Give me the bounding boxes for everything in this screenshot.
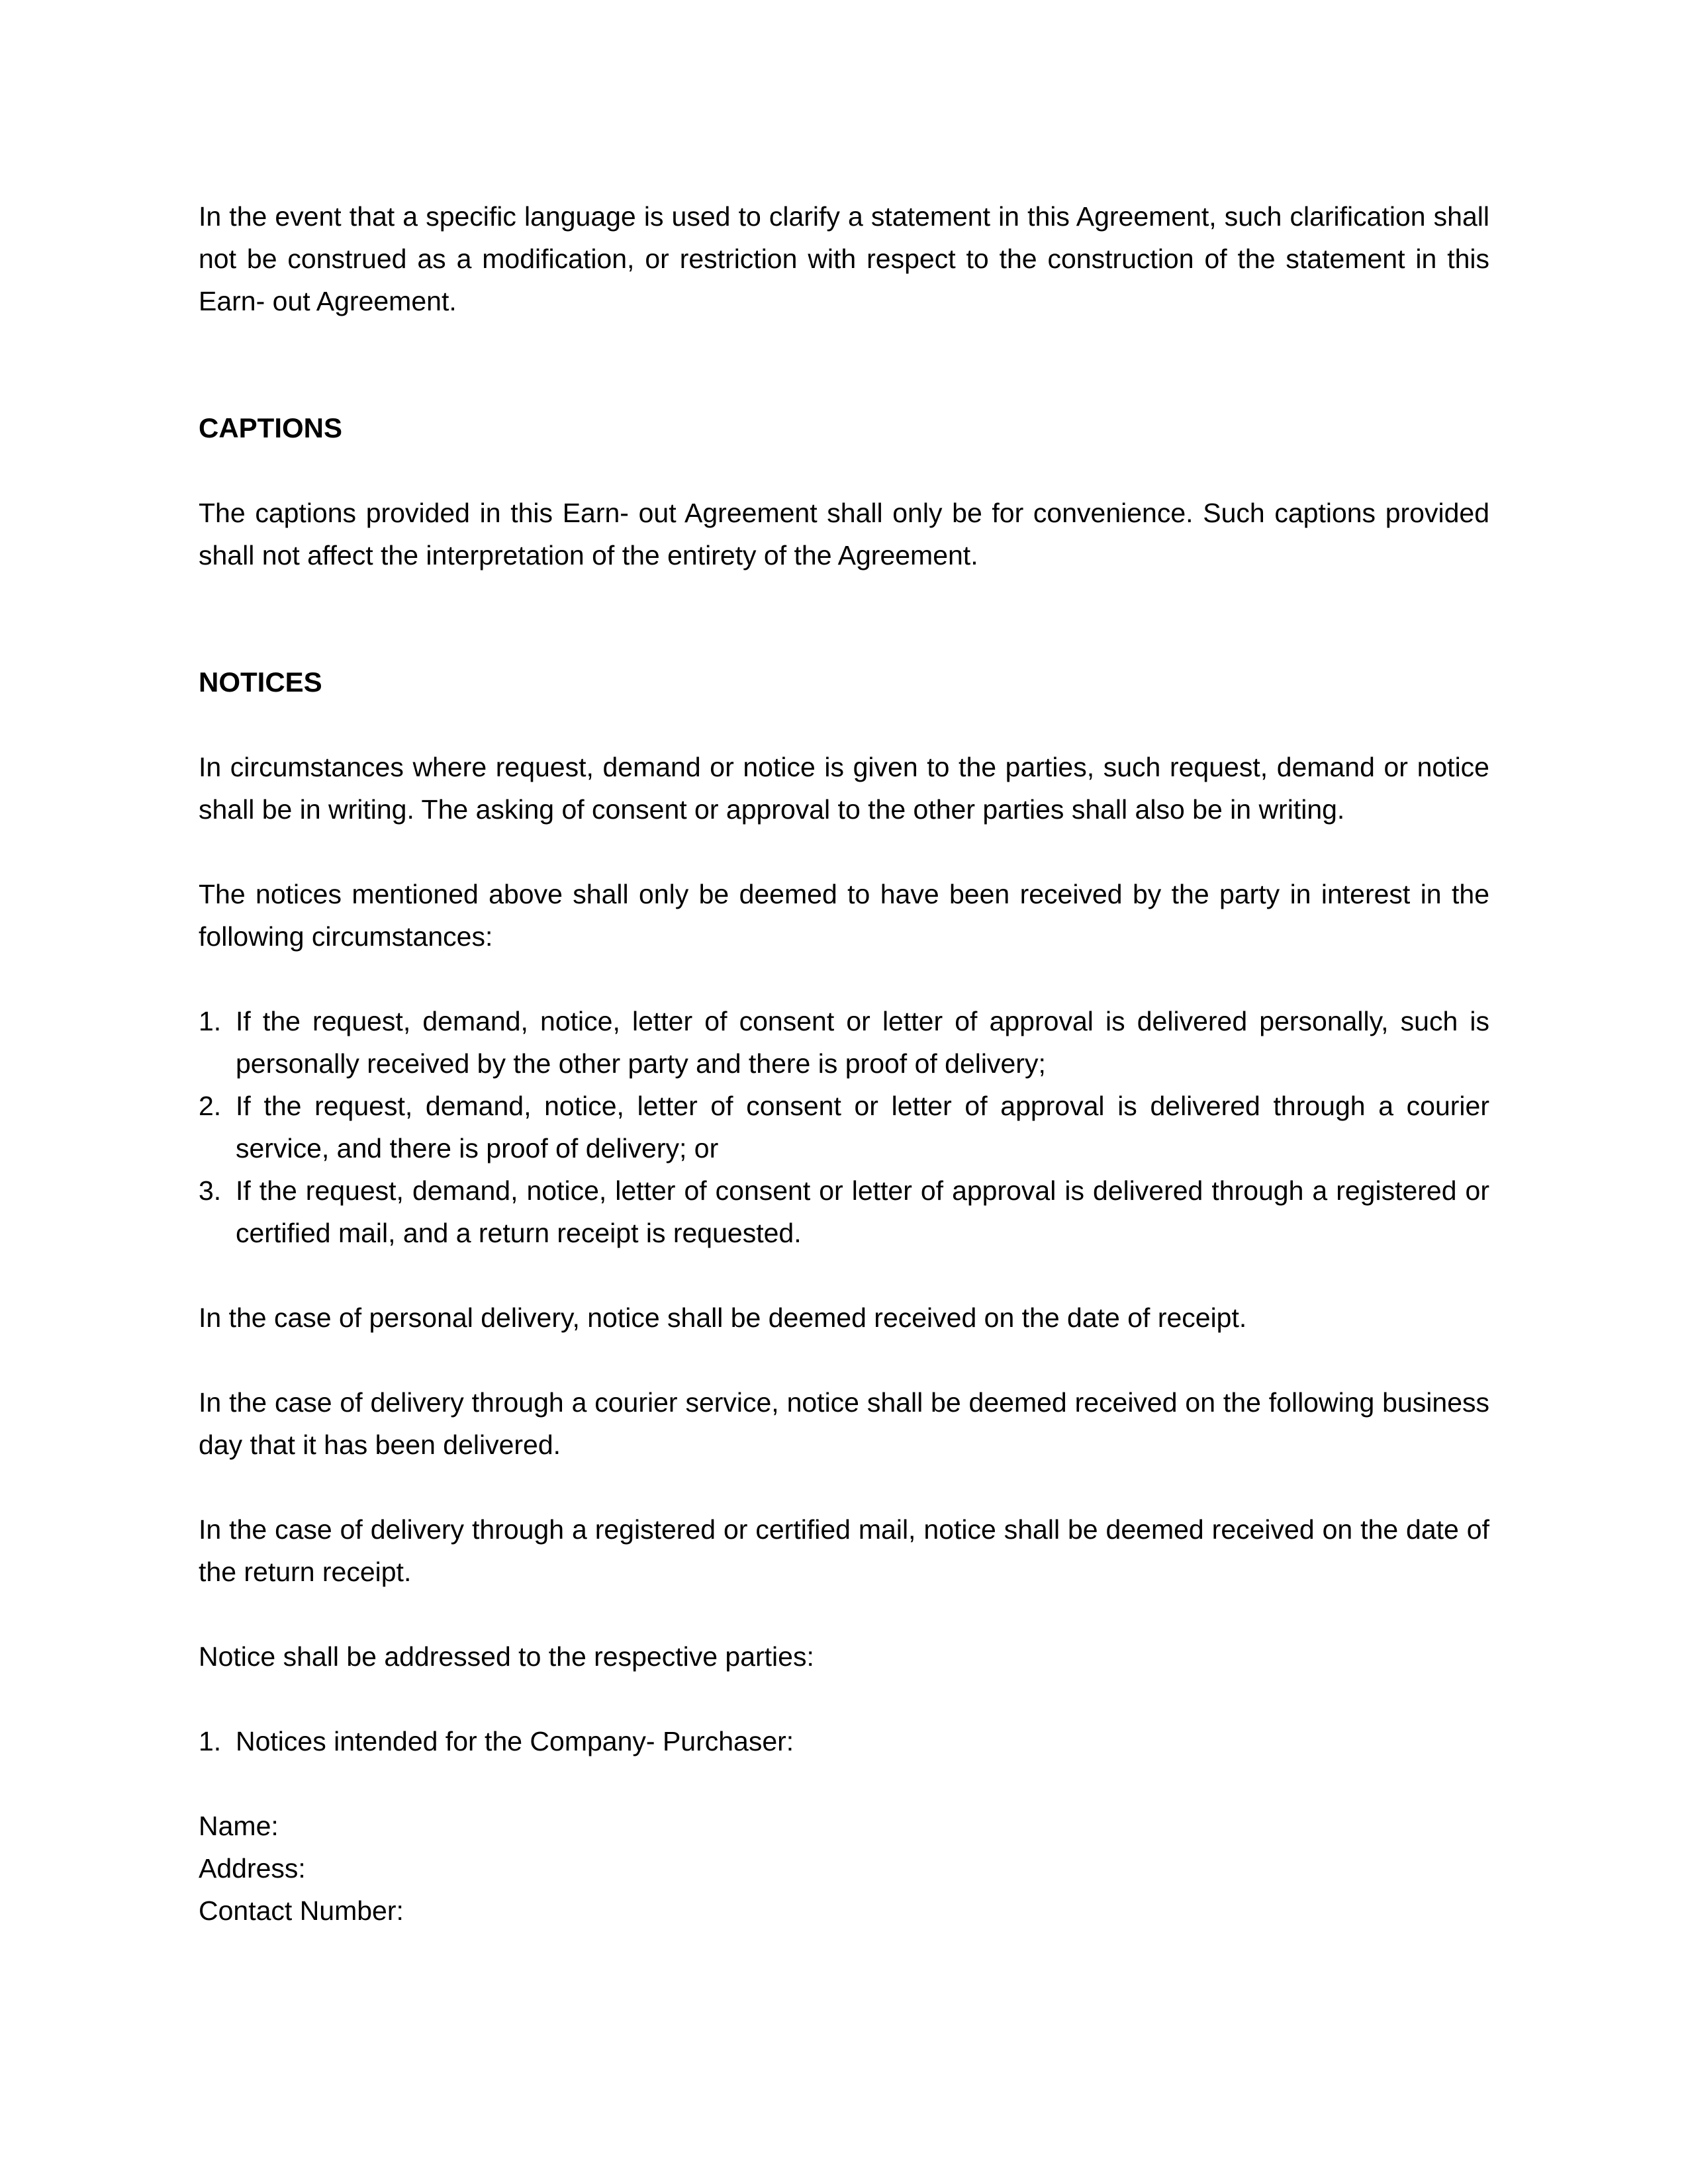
intro-paragraph: In the event that a specific language is used to clarify a statement in this Agreement, such clarification shall not be construed as a modification, or restriction with respect to the construction of the statement in this Earn- out Agreement. bbox=[199, 201, 1489, 316]
address-field-label: Address: bbox=[199, 1853, 306, 1884]
captions-paragraph: The captions provided in this Earn- out Agreement shall only be for convenience. Such captions provided shall not affect the interpretation of the entirety of the Agreement. bbox=[199, 498, 1489, 570]
list-item-text: If the request, demand, notice, letter of consent or letter of approval is delivered through a courier service, and there is proof of delivery; or bbox=[236, 1091, 1489, 1163]
list-item bbox=[199, 1000, 1489, 1085]
delivery-conditions-list bbox=[199, 1000, 1489, 1254]
notices-paragraph-deemed: The notices mentioned above shall only be deemed to have been received by the party in interest in the following circumstances: bbox=[199, 879, 1489, 952]
mail-delivery-paragraph: In the case of delivery through a registered or certified mail, notice shall be deemed received on the date of the return receipt. bbox=[199, 1514, 1489, 1587]
notices-heading: NOTICES bbox=[199, 666, 322, 698]
list-number: 2. bbox=[199, 1091, 222, 1121]
list-item bbox=[199, 1720, 1489, 1762]
list-item-text: Notices intended for the Company- Purchaser: bbox=[236, 1726, 794, 1756]
list-item-text: If the request, demand, notice, letter of consent or letter of approval is delivered personally, such is personally received by the other party and there is proof of delivery; bbox=[236, 1006, 1489, 1079]
document-page bbox=[199, 195, 1489, 1932]
addressed-paragraph: Notice shall be addressed to the respective parties: bbox=[199, 1641, 814, 1672]
list-number: 1. bbox=[199, 1006, 222, 1036]
section-spacer bbox=[199, 365, 1489, 407]
list-number: 1. bbox=[199, 1726, 222, 1756]
list-item-text: If the request, demand, notice, letter of consent or letter of approval is delivered through a registered or certified mail, and a return receipt is requested. bbox=[236, 1175, 1489, 1248]
section-spacer bbox=[199, 619, 1489, 661]
list-number: 3. bbox=[199, 1175, 222, 1206]
addressee-list bbox=[199, 1720, 1489, 1762]
contact-number-field-label: Contact Number: bbox=[199, 1895, 404, 1926]
list-item bbox=[199, 1169, 1489, 1254]
courier-delivery-paragraph: In the case of delivery through a courier service, notice shall be deemed received on the following business day that it has been delivered. bbox=[199, 1387, 1489, 1460]
personal-delivery-paragraph: In the case of personal delivery, notice shall be deemed received on the date of receipt. bbox=[199, 1302, 1247, 1333]
captions-heading: CAPTIONS bbox=[199, 412, 343, 443]
notices-paragraph-writing: In circumstances where request, demand or notice is given to the parties, such request, demand or notice shall be in writing. The asking of consent or approval to the other parties shall also be in writing. bbox=[199, 752, 1489, 825]
name-field-label: Name: bbox=[199, 1811, 279, 1841]
contact-fields bbox=[199, 1805, 1489, 1932]
list-item bbox=[199, 1085, 1489, 1169]
